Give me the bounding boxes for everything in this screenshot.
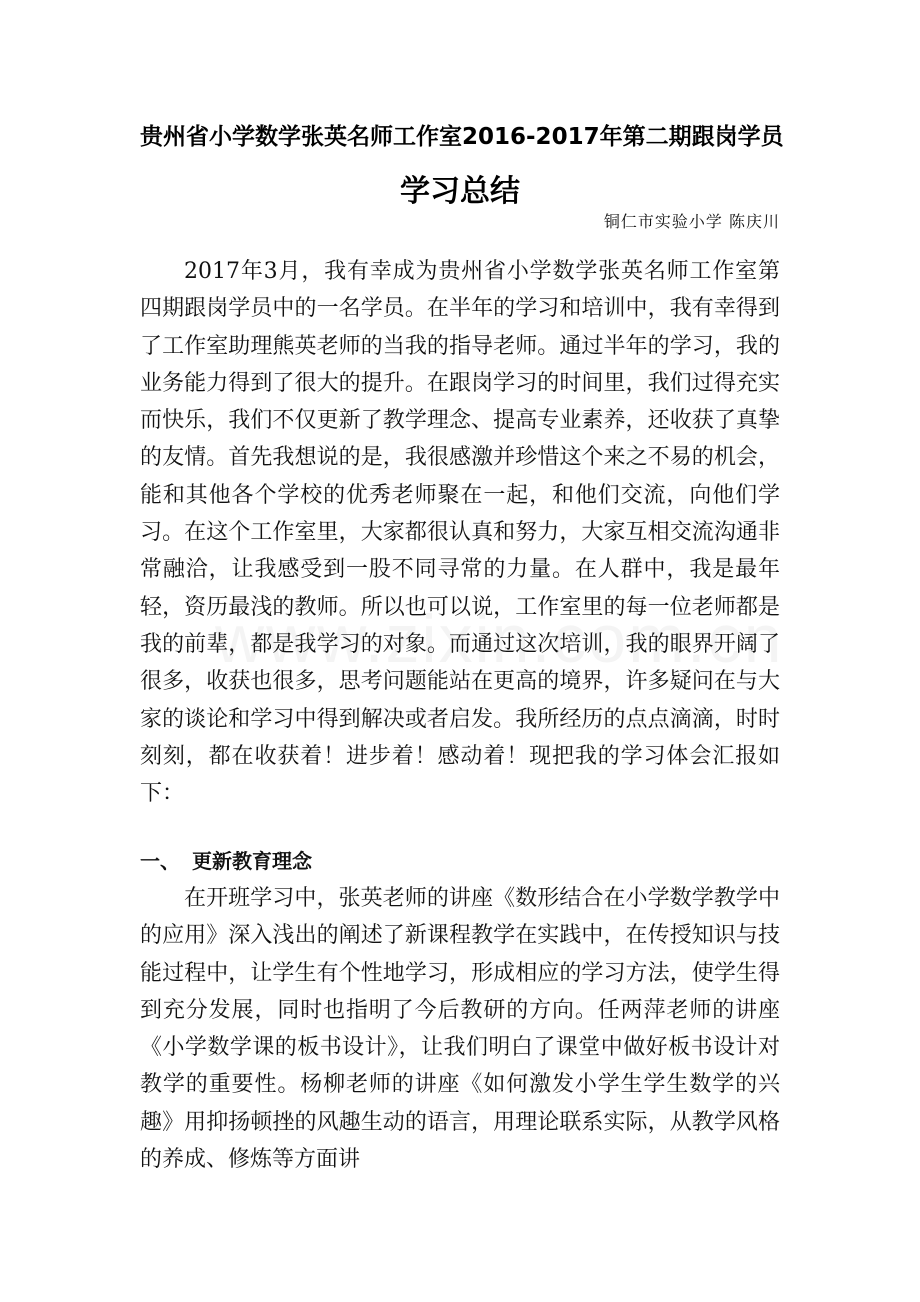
section-number: 一、	[140, 849, 180, 873]
document-title-line-2: 学习总结	[400, 174, 520, 209]
section-title: 更新教育理念	[192, 849, 312, 873]
body-paragraph-intro: 2017年3月，我有幸成为贵州省小学数学张英名师工作室第四期跟岗学员中的一名学员。在半年的学习和培训中，我有幸得到了工作室助理熊英老师的当我的指导老师。通过半年的学习，我的业务能力得到了很大的提升。在跟岗学习的时间里，我们过得充实而快乐，我们不仅更新了教学理念、提高专业素养，还收获了真挚的友情。首先我想说的是，我很感激并珍惜这个来之不易的机会，能和其他各个学校的优秀老师聚在一起，和他们交流，向他们学习。在这个工作室里，大家都很认真和努力，大家互相交流沟通非常融洽，让我感受到一股不同寻常的力量。在人群中，我是最年轻，资历最浅的教师。所以也可以说，工作室里的每一位老师都是我的前辈，都是我学习的对象。而通过这次培训，我的眼界开阔了很多，收获也很多，思考问题能站在更高的境界，许多疑问在与大家的谈论和学习中得到解决或者启发。我所经历的点点滴滴，时时刻刻，都在收获着！进步着！感动着！现把我的学习体会汇报如下：	[140, 259, 780, 807]
body-paragraph-section-1: 在开班学习中，张英老师的讲座《数形结合在小学数学教学中的应用》深入浅出的阐述了新课程教学在实践中，在传授知识与技能过程中，让学生有个性地学习，形成相应的学习方法，使学生得到充分发展，同时也指明了今后教研的方向。任两萍老师的讲座《小学数学课的板书设计》，让我们明白了课堂中做好板书设计对教学的重要性。杨柳老师的讲座《如何激发小学生学生数学的兴趣》用抑扬顿挫的风趣生动的语言，用理论联系实际，从教学风格的养成、修炼等方面讲	[140, 886, 780, 1173]
author-byline: 铜仁市实验小学 陈庆川	[603, 212, 780, 231]
section-heading-1	[140, 845, 312, 874]
document-title-line-1: 贵州省小学数学张英名师工作室2016-2017年第二期跟岗学员	[140, 124, 784, 150]
